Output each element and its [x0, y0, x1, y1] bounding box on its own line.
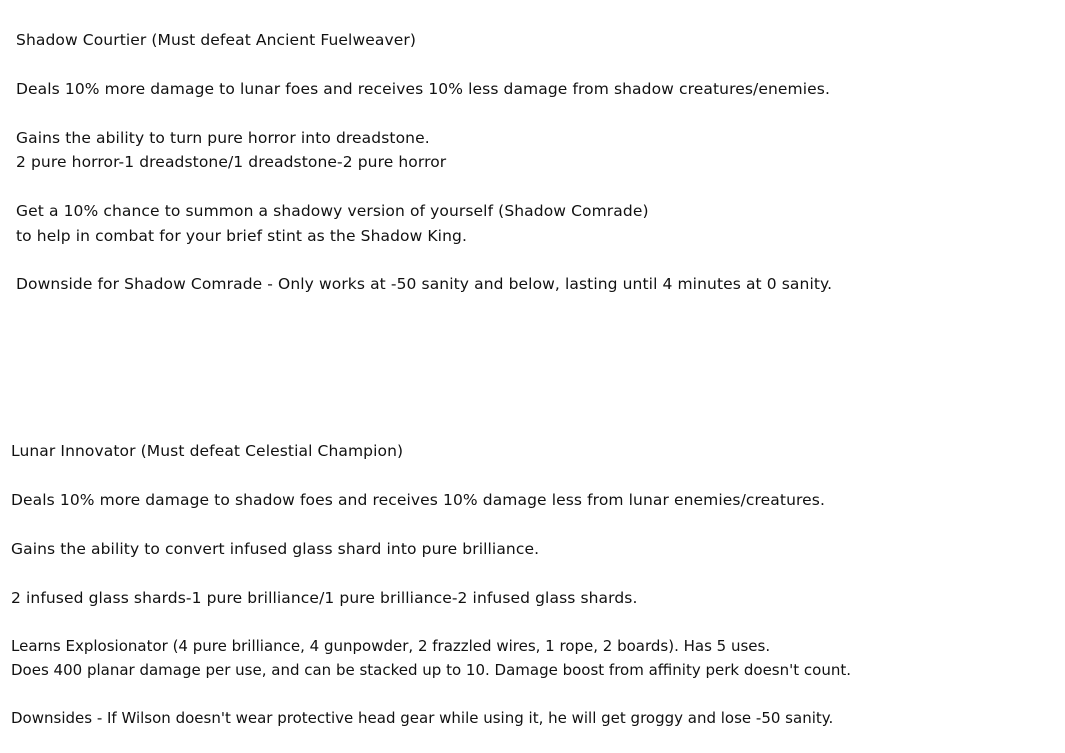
lunar-innovator-recipe-text: 2 infused glass shards-1 pure brilliance/1 pure brilliance-2 infused glass shards.	[11, 589, 638, 607]
shadow-courtier-recipe-text: 2 pure horror-1 dreadstone/1 dreadstone-2 pure horror	[16, 153, 447, 171]
lunar-innovator-damage-text: Deals 10% more damage to shadow foes and receives 10% damage less from lunar enemies/creatures.	[11, 491, 825, 509]
lunar-innovator-title: Lunar Innovator (Must defeat Celestial Champion)	[11, 442, 404, 460]
shadow-courtier-title: Shadow Courtier (Must defeat Ancient Fuelweaver)	[16, 31, 416, 49]
shadow-courtier-downside-text: Downside for Shadow Comrade - Only works at -50 sanity and below, lasting until 4 minutes at 0 sanity.	[16, 275, 833, 293]
lunar-innovator-learns-text-1: Learns Explosionator (4 pure brilliance, 4 gunpowder, 2 frazzled wires, 1 rope, 2 boards). Has 5 uses.	[11, 637, 771, 655]
lunar-innovator-downside-text: Downsides - If Wilson doesn't wear protective head gear while using it, he will get groggy and lose -50 sanity.	[11, 709, 834, 727]
shadow-courtier-summon-text-2: to help in combat for your brief stint as the Shadow King.	[16, 227, 467, 245]
shadow-courtier-summon-text-1: Get a 10% chance to summon a shadowy version of yourself (Shadow Comrade)	[16, 202, 649, 220]
shadow-courtier-damage-text: Deals 10% more damage to lunar foes and receives 10% less damage from shadow creatures/enemies.	[16, 80, 830, 98]
lunar-innovator-learns-text-2: Does 400 planar damage per use, and can be stacked up to 10. Damage boost from affinity perk doesn't count.	[11, 661, 851, 679]
shadow-courtier-ability-text: Gains the ability to turn pure horror into dreadstone.	[16, 129, 430, 147]
lunar-innovator-ability-text: Gains the ability to convert infused glass shard into pure brilliance.	[11, 540, 540, 558]
